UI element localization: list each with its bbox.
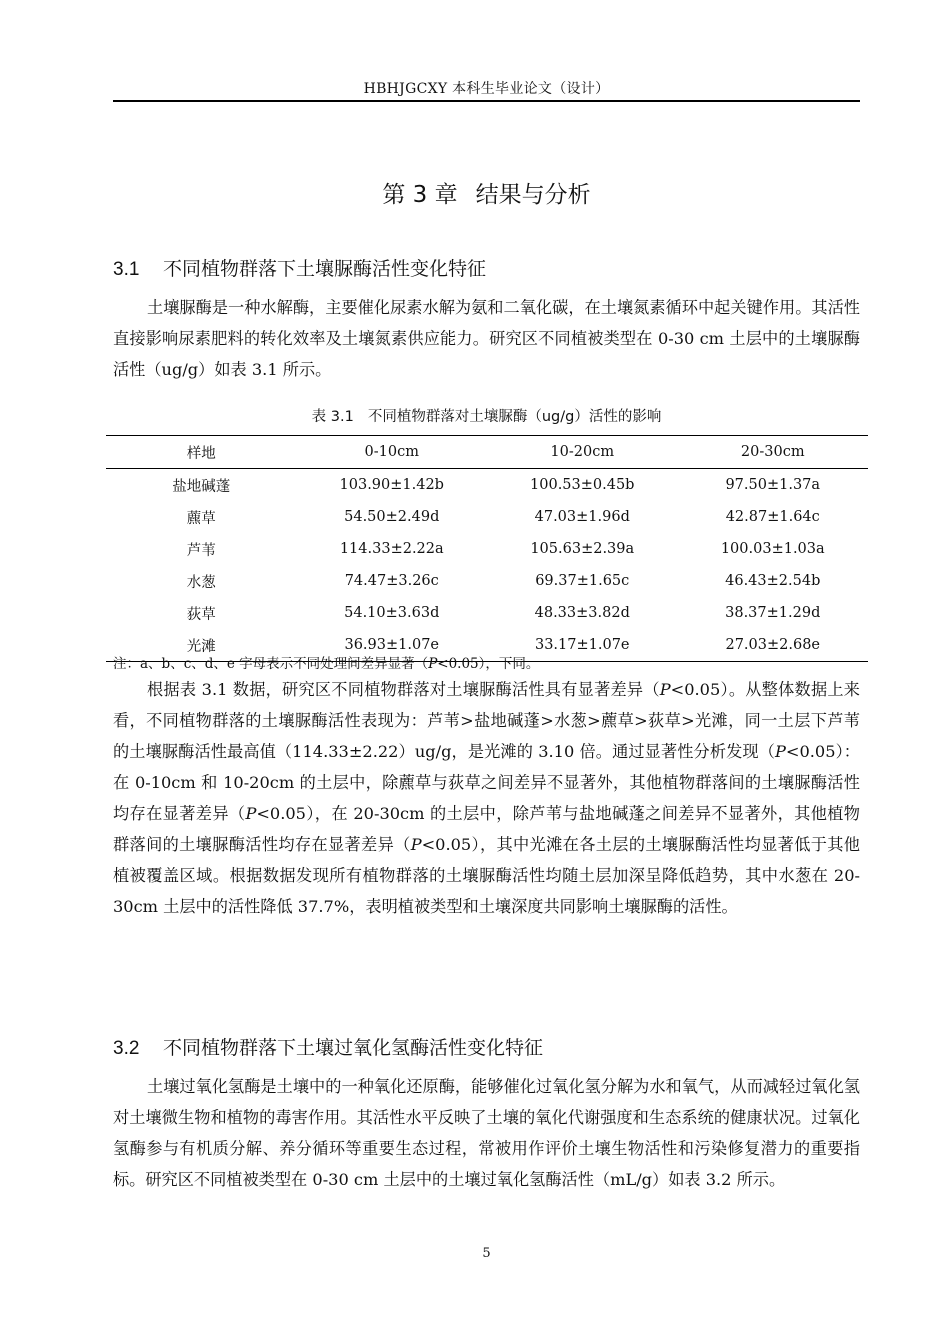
table-cell: 54.10±3.63d <box>344 605 440 621</box>
table-cell: 103.90±1.42b <box>339 477 444 493</box>
table-note-p: P <box>428 656 438 672</box>
table-cell: 38.37±1.29d <box>725 605 821 621</box>
table-cell: 47.03±1.96d <box>534 509 630 525</box>
italic-p: P <box>659 680 671 699</box>
text-run: <0.05），其中光滩在各土层的土壤脲酶活性均显著低于其他植被覆盖区域。根据数据发现所有植物群落的土壤脲酶活性均随土层加深呈降低趋势，其中水葱在 20-30cm 土层中的活性降低 37.7%，表明植被类型和土壤深度共同影响土壤脲酶的活性。 <box>113 835 860 916</box>
table-row <box>106 565 868 597</box>
table-cell: 48.33±3.82d <box>534 605 630 621</box>
text-run: <0.05）。从整体数据上来看，不同植物群落的土壤脲酶活性表现为：芦苇>盐地碱蓬>水葱>藨草>荻草>光滩，同一土层下芦苇的土壤脲酶活性最高值（114.33±2.22）ug/g，是光滩的 3.10 倍。通过显著性分析发现（ <box>113 680 860 761</box>
table-cell: 46.43±2.54b <box>725 573 821 589</box>
section-heading-3-1 <box>113 254 486 281</box>
paragraph-catalase-intro: 土壤过氧化氢酶是土壤中的一种氧化还原酶，能够催化过氧化氢分解为水和氧气，从而减轻过氧化氢对土壤微生物和植物的毒害作用。其活性水平反映了土壤的氧化代谢强度和生态系统的健康状况。过氧化氢酶参与有机质分解、养分循环等重要生态过程，常被用作评价土壤生物活性和污染修复潜力的重要指标。研究区不同植被类型在 0-30 cm 土层中的土壤过氧化氢酶活性（mL/g）如表 3.2 所示。 <box>113 1077 860 1189</box>
chapter-title <box>113 176 860 209</box>
table-cell: 54.50±2.49d <box>344 509 440 525</box>
table-row <box>106 597 868 629</box>
section-title: 不同植物群落下土壤过氧化氢酶活性变化特征 <box>163 1037 544 1059</box>
table-cell: 114.33±2.22a <box>339 541 444 557</box>
table-cell: 42.87±1.64c <box>725 509 820 525</box>
table-caption-label: 表 3.1 <box>311 409 354 425</box>
table-row <box>106 533 868 565</box>
table-cell: 105.63±2.39a <box>530 541 635 557</box>
table-caption-text: 不同植物群落对土壤脲酶（ug/g）活性的影响 <box>367 409 662 425</box>
paragraph-urease-analysis <box>113 674 860 922</box>
text-run: <0.05），在 20-30cm 的土层中，除芦苇与盐地碱蓬之间差异不显著外，其他植物群落间的土壤脲酶活性均存在显著差异（ <box>113 804 860 854</box>
table-note <box>113 652 873 672</box>
table-cell-site: 芦苇 <box>186 542 216 559</box>
page-header: HBHJGCXY 本科生毕业论文（设计） <box>363 81 610 97</box>
table-header-cell: 10-20cm <box>487 436 678 469</box>
page-number: 5 <box>482 1246 491 1261</box>
urease-table <box>106 435 868 662</box>
table-cell: 100.53±0.45b <box>530 477 635 493</box>
section-number: 3.2 <box>113 1038 140 1059</box>
italic-p: P <box>245 804 257 823</box>
text-run: <0.05）：在 0-10cm 和 10-20cm 的土层中，除藨草与荻草之间差异不显著外，其他植物群落间的土壤脲酶活性均存在显著差异（ <box>113 742 860 823</box>
paragraph-urease-intro: 土壤脲酶是一种水解酶，主要催化尿素水解为氨和二氧化碳，在土壤氮素循环中起关键作用。其活性直接影响尿素肥料的转化效率及土壤氮素供应能力。研究区不同植被类型在 0-30 cm 土层中的土壤脲酶活性（ug/g）如表 3.1 所示。 <box>113 298 860 379</box>
table-row <box>106 501 868 533</box>
table-cell: 36.93±1.07e <box>297 629 488 662</box>
table-cell-site: 荻草 <box>186 606 216 623</box>
italic-p: P <box>775 742 786 761</box>
table-header-cell: 0-10cm <box>297 436 488 469</box>
italic-p: P <box>410 835 422 854</box>
table-header-cell: 样地 <box>106 436 297 469</box>
header-rule <box>113 100 860 102</box>
table-cell: 27.03±2.68e <box>678 629 869 662</box>
table-caption <box>113 405 860 426</box>
table-cell: 74.47±3.26c <box>344 573 439 589</box>
table-header-cell: 20-30cm <box>678 436 869 469</box>
chapter-number: 第 3 章 <box>382 182 458 208</box>
table-note-post: <0.05），下同。 <box>437 656 540 672</box>
table-cell: 33.17±1.07e <box>487 629 678 662</box>
chapter-name: 结果与分析 <box>475 182 591 208</box>
text-run: 根据表 3.1 数据，研究区不同植物群落对土壤脲酶活性具有显著差异（ <box>147 680 660 699</box>
table-cell-site: 盐地碱蓬 <box>172 478 231 495</box>
table-cell: 97.50±1.37a <box>725 477 821 493</box>
table-cell-site: 光滩 <box>106 629 297 662</box>
table-cell-site: 藨草 <box>186 510 216 527</box>
section-title: 不同植物群落下土壤脲酶活性变化特征 <box>163 258 487 280</box>
table-header-row <box>106 436 868 469</box>
table-row <box>106 469 868 502</box>
table-cell: 69.37±1.65c <box>535 573 630 589</box>
table-note-pre: 注：a、b、c、d、e 字母表示不同处理间差异显著（ <box>113 656 429 672</box>
table-cell-site: 水葱 <box>186 574 216 591</box>
table-cell: 100.03±1.03a <box>720 541 825 557</box>
section-heading-3-2 <box>113 1033 543 1060</box>
section-number: 3.1 <box>113 259 140 280</box>
